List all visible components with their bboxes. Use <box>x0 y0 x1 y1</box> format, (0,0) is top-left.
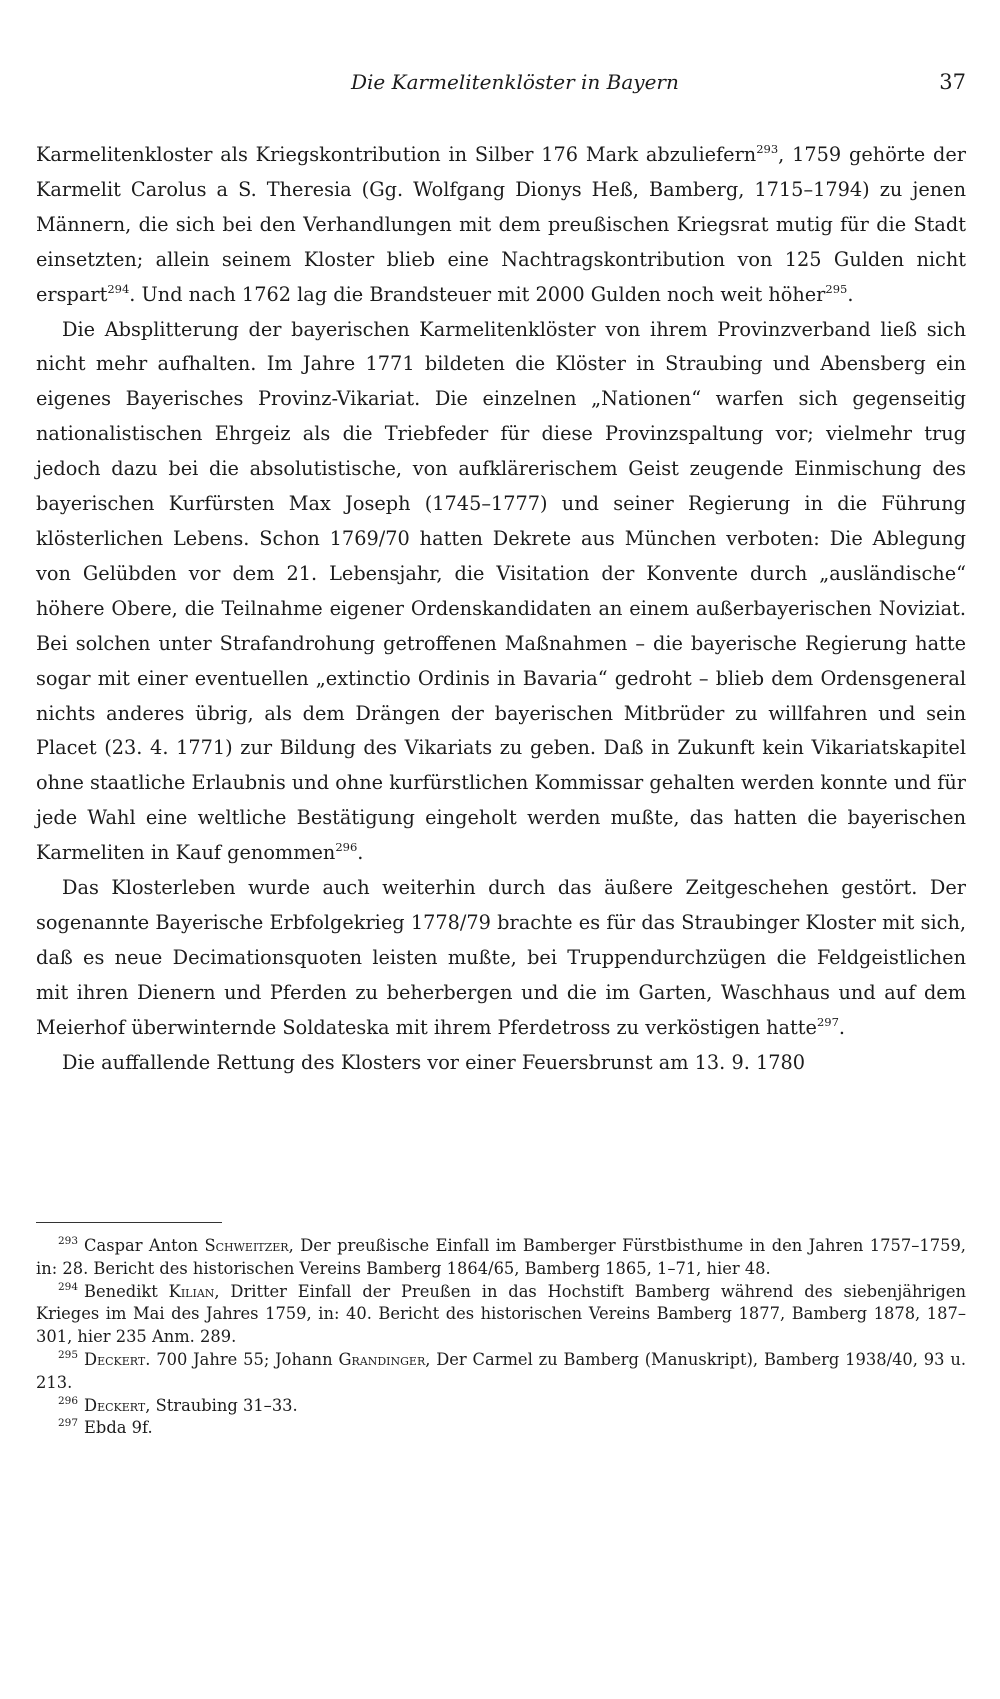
footnote-ref: 295 <box>825 281 848 296</box>
paragraph-text: Karmelitenkloster als Kriegskontribution in Silber 176 Mark abzuliefern <box>36 143 757 166</box>
footnote-ref: 293 <box>756 142 779 156</box>
footnote-text: Ebda 9f. <box>84 1418 153 1438</box>
paragraph <box>36 871 966 1046</box>
paragraph <box>36 1046 966 1081</box>
paragraph <box>36 313 966 872</box>
author-name: Deckert <box>84 1395 146 1415</box>
paragraph-text: . <box>847 282 854 306</box>
author-name: Kilian <box>168 1281 215 1301</box>
author-name: Grandinger <box>338 1349 426 1369</box>
paragraph-text: . <box>357 841 364 865</box>
footnote-ref: 294 <box>107 281 130 296</box>
paragraph-text: , 1759 gehörte der Karmelit Carolus a S. Theresia (Gg. Wolfgang Dionys Heß, Bamberg, 1715–1794) zu jenen Männern, die sich bei den Verhandlungen mit dem preußischen Kriegsrat mutig für die Stadt einsetzten; allein seinem Kloster blieb eine Nachtragskontribution von 125 Gulden nicht erspart <box>36 143 966 306</box>
footnote-text: Caspar Anton <box>84 1236 205 1255</box>
footnote-text: . 700 Jahre 55; Johann <box>145 1349 339 1369</box>
paragraph-text: . <box>838 1015 846 1039</box>
footnote-number: 296 <box>58 1394 79 1407</box>
body-text <box>36 138 966 1080</box>
paragraph-text: Das Klosterleben wurde auch weiterhin durch das äußere Zeitgeschehen gestört. Der sogenannte Bayerische Erbfolgekrieg 1778/79 brachte es für das Straubinger Kloster mit sich, daß es neue Decimationsquoten leisten mußte, bei Truppendurchzügen die Feldgeistlichen mit ihren Dienern und Pferden zu beherbergen und die im Garten, Waschhaus und auf dem Meierhof überwinternde Soldateska mit ihrem Pferdetross zu verköstigen hatte <box>36 876 966 1039</box>
footnote <box>36 1235 966 1281</box>
footnote-ref: 297 <box>816 1014 839 1029</box>
paragraph-text: Die Absplitterung der bayerischen Karmelitenklöster von ihrem Provinzverband ließ sich nicht mehr aufhalten. Im Jahre 1771 bildeten die Klöster in Straubing und Abensberg ein eigenes Bayerisches Provinz-Vikariat. Die einzelnen „Nationen“ warfen sich gegenseitig nationalistischen Ehrgeiz als die Triebfeder für diese Provinzspaltung vor; vielmehr trug jedoch dazu bei die absolutistische, von aufklärerischem Geist zeugende Einmischung des bayerischen Kurfürsten Max Joseph (1745–1777) und seiner Regierung in die Führung klösterlichen Lebens. Schon 1769/70 hatten Dekrete aus München verboten: Die Ablegung von Gelübden vor dem 21. Lebensjahr, die Visitation der Konvente durch „ausländische“ höhere Obere, die Teilnahme eigener Ordenskandidaten an einem außerbayerischen Noviziat. Bei solchen unter Strafandrohung getroffenen Maßnahmen – die bayerische Regierung hatte sogar mit einer eventuellen „extinctio Ordinis in Bavaria“ gedroht – blieb dem Ordensgeneral nichts anderes übrig, als dem Drängen der bayerischen Mitbrüder zu willfahren und sein Placet (23. 4. 1771) zur Bildung des Vikariats zu geben. Daß in Zukunft kein Vikariatskapitel ohne staatliche Erlaubnis und ohne kurfürstlichen Kommissar gehalten werden konnte und für jede Wahl eine weltliche Bestätigung eingeholt werden mußte, das hatten die bayerischen Karmeliten in Kauf genommen <box>36 317 966 865</box>
author-name: Deckert <box>84 1349 146 1369</box>
footnote-text: , Der preußische Einfall im Bamberger Fürstbisthume in den Jahren 1757–1759, in: 28. Bericht des historischen Vereins Bamberg 1864/65, Bamberg 1865, 1–71, hier 48. <box>36 1236 966 1278</box>
author-name: Schweitzer <box>204 1236 289 1255</box>
footnote <box>36 1349 966 1395</box>
paragraph-text: . Und nach 1762 lag die Brandsteuer mit 2000 Gulden noch weit höher <box>129 282 826 306</box>
paragraph <box>36 138 966 313</box>
footnote <box>36 1281 966 1349</box>
page-number: 37 <box>939 70 966 94</box>
footnote-divider <box>36 1222 222 1223</box>
footnote-text: , Straubing 31–33. <box>145 1395 298 1415</box>
running-title: Die Karmelitenklöster in Bayern <box>351 70 679 94</box>
paragraph-text: Die auffallende Rettung des Klosters vor einer Feuersbrunst am 13. 9. 1780 <box>62 1050 806 1074</box>
footnote-text: , Dritter Einfall der Preußen in das Hochstift Bamberg während des siebenjährigen Krieges im Mai des Jahres 1759, in: 40. Bericht des historischen Vereins Bamberg 1877, Bamberg 1878, 187–301, hier 235 Anm. 289. <box>36 1281 966 1347</box>
footnote-ref: 296 <box>335 840 358 855</box>
footnotes <box>36 1235 966 1440</box>
footnote-number: 297 <box>58 1417 79 1430</box>
footnote <box>36 1395 966 1418</box>
footnote <box>36 1417 966 1440</box>
footnote-number: 293 <box>58 1235 79 1247</box>
footnote-number: 295 <box>58 1348 79 1361</box>
footnote-text: , Der Carmel zu Bamberg (Manuskript), Bamberg 1938/40, 93 u. 213. <box>36 1349 966 1392</box>
footnote-number: 294 <box>58 1280 79 1293</box>
footnote-text: Benedikt <box>84 1281 169 1301</box>
